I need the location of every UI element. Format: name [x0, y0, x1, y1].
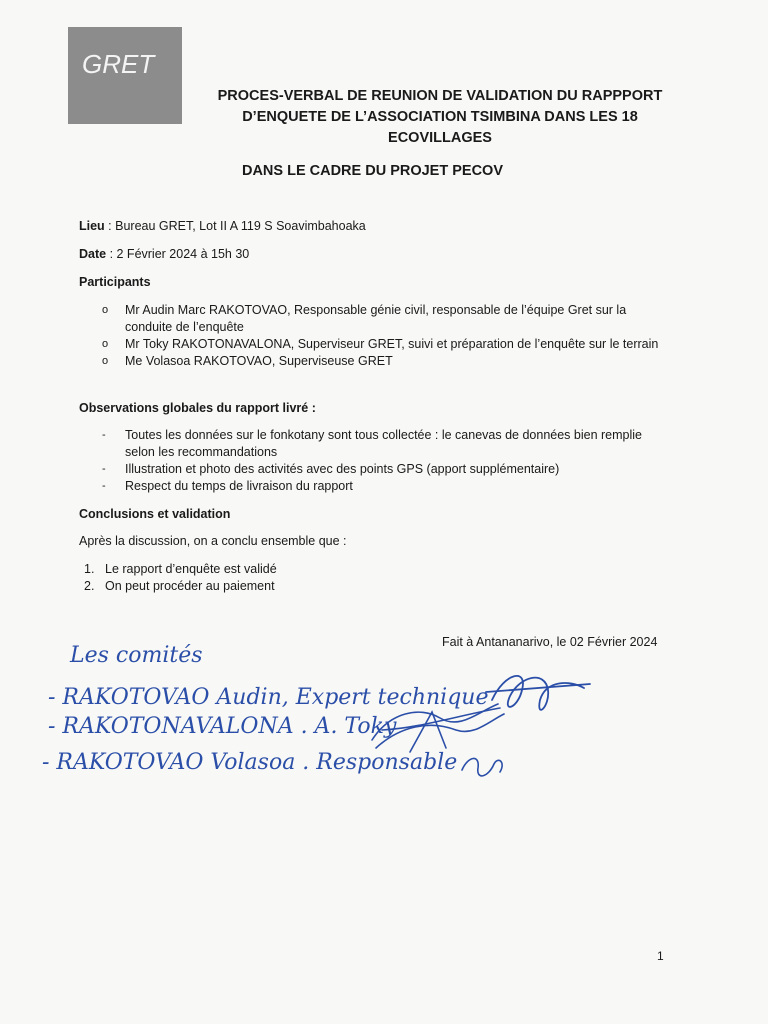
title-line-1: PROCES-VERBAL DE REUNION DE VALIDATION DU RAPPPORT — [217, 88, 663, 104]
signature-scribble-3 — [462, 758, 502, 775]
dash-bullet: - — [102, 463, 106, 475]
page-number: 1 — [657, 949, 664, 963]
logo-text: GRET — [82, 49, 155, 79]
dash-bullet: - — [102, 480, 106, 492]
observations-heading: Observations globales du rapport livré : — [79, 401, 316, 415]
observation-text: Toutes les données sur le fonkotany sont tous collectée : le canevas de données bien remplie selon les recommandations — [125, 428, 642, 459]
participants-heading: Participants — [79, 275, 151, 289]
place-and-date: Fait à Antananarivo, le 02 Février 2024 — [442, 635, 658, 649]
list-number: 1. — [84, 562, 95, 576]
participant-text: Me Volasoa RAKOTOVAO, Superviseuse GRET — [125, 354, 393, 368]
dash-bullet: - — [102, 429, 106, 441]
title-line-3: ECOVILLAGES — [388, 130, 492, 146]
handwritten-line-3: - RAKOTOVAO Volasoa . Responsable — [42, 750, 458, 775]
conclusions-heading: Conclusions et validation — [79, 507, 231, 521]
handwritten-line-2: - RAKOTONAVALONA . A. Toky — [48, 714, 397, 739]
lieu-value: : Bureau GRET, Lot II A 119 S Soavimbahoaka — [104, 219, 366, 233]
signature-scribble-1 — [486, 676, 590, 710]
observation-text: Respect du temps de livraison du rapport — [125, 479, 353, 493]
conclusion-text: On peut procéder au paiement — [105, 579, 275, 593]
observation-text: Illustration et photo des activités avec des points GPS (apport supplémentaire) — [125, 462, 560, 476]
participant-text: Mr Toky RAKOTONAVALONA, Superviseur GRET, suivi et préparation de l’enquête sur le terrain — [125, 337, 659, 351]
circle-bullet: o — [102, 355, 109, 367]
date-value: : 2 Février 2024 à 15h 30 — [106, 247, 250, 261]
circle-bullet: o — [102, 338, 109, 350]
conclusions-intro: Après la discussion, on a conclu ensemble que : — [79, 534, 347, 548]
handwritten-line-1: - RAKOTOVAO Audin, Expert technique — [48, 685, 489, 710]
date-label: Date — [79, 247, 107, 261]
lieu-label: Lieu — [79, 219, 105, 233]
list-number: 2. — [84, 579, 95, 593]
title-line-2: D’ENQUETE DE L’ASSOCIATION TSIMBINA DANS LES 18 — [242, 109, 638, 125]
handwritten-header: Les comités — [70, 643, 203, 668]
document-subtitle: DANS LE CADRE DU PROJET PECOV — [241, 163, 504, 179]
circle-bullet: o — [102, 304, 109, 316]
conclusion-text: Le rapport d’enquête est validé — [105, 562, 277, 576]
participant-text: Mr Audin Marc RAKOTOVAO, Responsable génie civil, responsable de l’équipe Gret sur la conduite de l’enquête — [125, 303, 627, 334]
